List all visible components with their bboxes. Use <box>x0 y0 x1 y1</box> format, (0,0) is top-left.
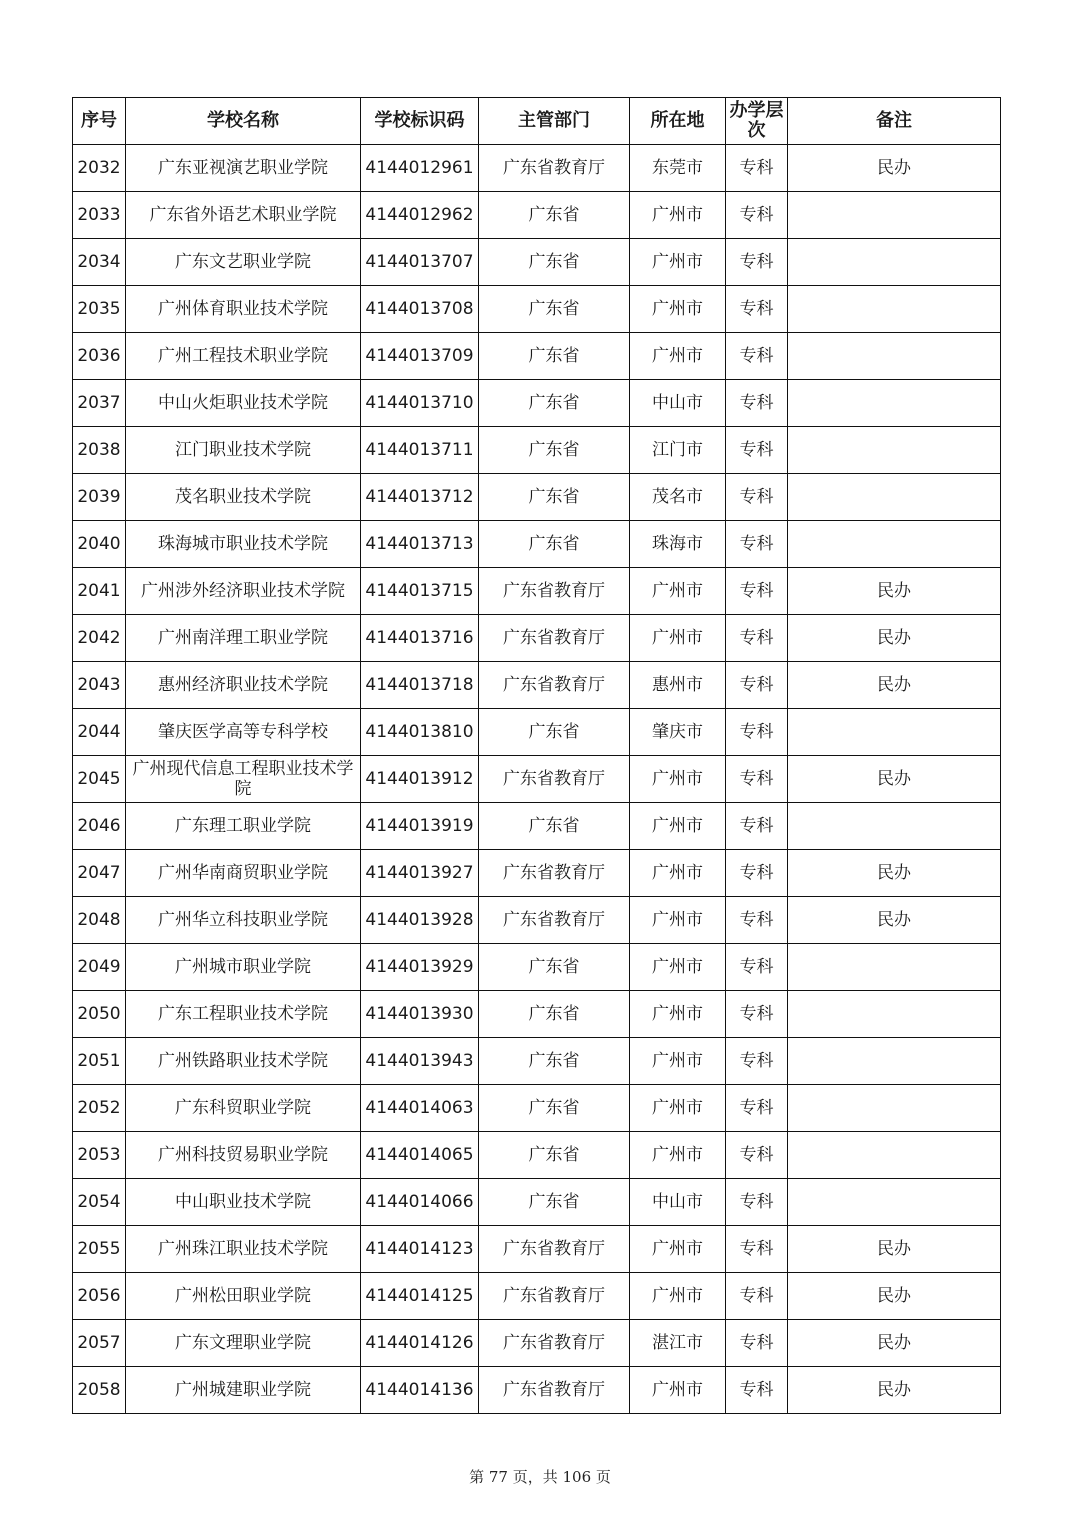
cell-location: 广州市 <box>630 897 726 944</box>
cell-notes <box>788 1132 1001 1179</box>
cell-school-name: 肇庆医学高等专科学校 <box>126 709 361 756</box>
cell-location: 广州市 <box>630 944 726 991</box>
cell-level: 专科 <box>726 991 788 1038</box>
cell-level: 专科 <box>726 897 788 944</box>
cell-department: 广东省教育厅 <box>479 1367 630 1414</box>
cell-school-code: 4144013709 <box>361 333 479 380</box>
cell-location: 广州市 <box>630 615 726 662</box>
cell-school-code: 4144013928 <box>361 897 479 944</box>
cell-department: 广东省教育厅 <box>479 1226 630 1273</box>
cell-index: 2048 <box>73 897 126 944</box>
cell-school-code: 4144013710 <box>361 380 479 427</box>
cell-school-code: 4144013716 <box>361 615 479 662</box>
cell-notes <box>788 1038 1001 1085</box>
cell-location: 广州市 <box>630 1367 726 1414</box>
cell-level: 专科 <box>726 474 788 521</box>
cell-index: 2052 <box>73 1085 126 1132</box>
cell-school-name: 广州城市职业学院 <box>126 944 361 991</box>
cell-school-code: 4144013713 <box>361 521 479 568</box>
cell-notes <box>788 521 1001 568</box>
cell-index: 2055 <box>73 1226 126 1273</box>
table-row <box>73 286 1001 333</box>
table-row <box>73 1320 1001 1367</box>
cell-notes <box>788 239 1001 286</box>
cell-school-name: 茂名职业技术学院 <box>126 474 361 521</box>
cell-index: 2057 <box>73 1320 126 1367</box>
cell-school-code: 4144013912 <box>361 756 479 803</box>
cell-notes: 民办 <box>788 1226 1001 1273</box>
cell-level: 专科 <box>726 1038 788 1085</box>
cell-school-name: 广州现代信息工程职业技术学院 <box>126 756 361 803</box>
cell-department: 广东省 <box>479 1132 630 1179</box>
cell-department: 广东省教育厅 <box>479 662 630 709</box>
cell-location: 广州市 <box>630 991 726 1038</box>
cell-index: 2058 <box>73 1367 126 1414</box>
table-row <box>73 1367 1001 1414</box>
cell-notes: 民办 <box>788 568 1001 615</box>
cell-school-name: 广州城建职业学院 <box>126 1367 361 1414</box>
cell-level: 专科 <box>726 1273 788 1320</box>
table-row <box>73 709 1001 756</box>
cell-level: 专科 <box>726 380 788 427</box>
cell-notes <box>788 991 1001 1038</box>
cell-notes: 民办 <box>788 662 1001 709</box>
cell-school-name: 惠州经济职业技术学院 <box>126 662 361 709</box>
cell-level: 专科 <box>726 568 788 615</box>
cell-school-name: 广州华南商贸职业学院 <box>126 850 361 897</box>
cell-location: 广州市 <box>630 333 726 380</box>
header-index: 序号 <box>73 98 126 145</box>
cell-school-code: 4144013711 <box>361 427 479 474</box>
cell-school-code: 4144014063 <box>361 1085 479 1132</box>
cell-school-code: 4144014065 <box>361 1132 479 1179</box>
cell-school-code: 4144014125 <box>361 1273 479 1320</box>
cell-school-name: 广州南洋理工职业学院 <box>126 615 361 662</box>
cell-index: 2032 <box>73 145 126 192</box>
cell-location: 广州市 <box>630 803 726 850</box>
cell-index: 2045 <box>73 756 126 803</box>
cell-school-code: 4144013708 <box>361 286 479 333</box>
cell-school-name: 广州科技贸易职业学院 <box>126 1132 361 1179</box>
cell-index: 2033 <box>73 192 126 239</box>
cell-notes: 民办 <box>788 897 1001 944</box>
cell-school-name: 江门职业技术学院 <box>126 427 361 474</box>
cell-level: 专科 <box>726 1179 788 1226</box>
cell-notes <box>788 1179 1001 1226</box>
cell-school-name: 广东省外语艺术职业学院 <box>126 192 361 239</box>
cell-notes: 民办 <box>788 1367 1001 1414</box>
cell-index: 2049 <box>73 944 126 991</box>
cell-school-code: 4144013810 <box>361 709 479 756</box>
cell-level: 专科 <box>726 192 788 239</box>
cell-notes <box>788 474 1001 521</box>
cell-level: 专科 <box>726 333 788 380</box>
cell-department: 广东省 <box>479 380 630 427</box>
cell-index: 2047 <box>73 850 126 897</box>
cell-school-code: 4144013919 <box>361 803 479 850</box>
cell-location: 广州市 <box>630 1038 726 1085</box>
cell-school-name: 广州华立科技职业学院 <box>126 897 361 944</box>
cell-location: 广州市 <box>630 850 726 897</box>
cell-notes: 民办 <box>788 615 1001 662</box>
cell-school-code: 4144014126 <box>361 1320 479 1367</box>
header-school-code: 学校标识码 <box>361 98 479 145</box>
cell-department: 广东省 <box>479 239 630 286</box>
cell-location: 东莞市 <box>630 145 726 192</box>
table-row <box>73 897 1001 944</box>
table-row <box>73 803 1001 850</box>
school-list-table <box>72 97 1001 1414</box>
cell-notes <box>788 1085 1001 1132</box>
cell-school-code: 4144014066 <box>361 1179 479 1226</box>
cell-location: 肇庆市 <box>630 709 726 756</box>
table-row <box>73 192 1001 239</box>
cell-notes: 民办 <box>788 145 1001 192</box>
cell-department: 广东省教育厅 <box>479 850 630 897</box>
table-row <box>73 662 1001 709</box>
cell-index: 2046 <box>73 803 126 850</box>
cell-school-code: 4144013712 <box>361 474 479 521</box>
cell-notes: 民办 <box>788 1273 1001 1320</box>
cell-department: 广东省教育厅 <box>479 756 630 803</box>
cell-school-name: 广州铁路职业技术学院 <box>126 1038 361 1085</box>
cell-school-code: 4144013715 <box>361 568 479 615</box>
cell-index: 2036 <box>73 333 126 380</box>
cell-department: 广东省教育厅 <box>479 897 630 944</box>
cell-location: 广州市 <box>630 1085 726 1132</box>
cell-index: 2038 <box>73 427 126 474</box>
cell-department: 广东省教育厅 <box>479 145 630 192</box>
cell-department: 广东省教育厅 <box>479 615 630 662</box>
table-row <box>73 333 1001 380</box>
cell-location: 广州市 <box>630 1273 726 1320</box>
cell-location: 中山市 <box>630 380 726 427</box>
cell-level: 专科 <box>726 427 788 474</box>
cell-level: 专科 <box>726 1085 788 1132</box>
table-row <box>73 615 1001 662</box>
cell-department: 广东省教育厅 <box>479 1320 630 1367</box>
table-row <box>73 1085 1001 1132</box>
cell-school-name: 中山火炬职业技术学院 <box>126 380 361 427</box>
cell-level: 专科 <box>726 803 788 850</box>
header-department: 主管部门 <box>479 98 630 145</box>
table-row <box>73 521 1001 568</box>
table-row <box>73 1132 1001 1179</box>
cell-level: 专科 <box>726 239 788 286</box>
table-row <box>73 944 1001 991</box>
table-row <box>73 850 1001 897</box>
cell-school-code: 4144014136 <box>361 1367 479 1414</box>
cell-location: 江门市 <box>630 427 726 474</box>
cell-school-code: 4144013930 <box>361 991 479 1038</box>
cell-notes <box>788 333 1001 380</box>
cell-notes <box>788 192 1001 239</box>
cell-notes <box>788 803 1001 850</box>
cell-school-name: 广东文艺职业学院 <box>126 239 361 286</box>
header-location: 所在地 <box>630 98 726 145</box>
cell-index: 2035 <box>73 286 126 333</box>
cell-school-name: 广州松田职业学院 <box>126 1273 361 1320</box>
cell-school-name: 广州工程技术职业学院 <box>126 333 361 380</box>
cell-department: 广东省 <box>479 474 630 521</box>
cell-school-name: 广东工程职业技术学院 <box>126 991 361 1038</box>
cell-school-name: 广东科贸职业学院 <box>126 1085 361 1132</box>
cell-level: 专科 <box>726 850 788 897</box>
cell-location: 湛江市 <box>630 1320 726 1367</box>
cell-department: 广东省 <box>479 427 630 474</box>
cell-department: 广东省 <box>479 1179 630 1226</box>
cell-school-name: 广东文理职业学院 <box>126 1320 361 1367</box>
table-row <box>73 1226 1001 1273</box>
cell-school-name: 广东理工职业学院 <box>126 803 361 850</box>
cell-level: 专科 <box>726 662 788 709</box>
cell-department: 广东省 <box>479 192 630 239</box>
cell-index: 2042 <box>73 615 126 662</box>
cell-school-code: 4144013927 <box>361 850 479 897</box>
cell-department: 广东省教育厅 <box>479 1273 630 1320</box>
cell-department: 广东省 <box>479 991 630 1038</box>
table-row <box>73 239 1001 286</box>
cell-location: 广州市 <box>630 192 726 239</box>
cell-department: 广东省 <box>479 521 630 568</box>
cell-index: 2041 <box>73 568 126 615</box>
table-header-row <box>73 98 1001 145</box>
cell-level: 专科 <box>726 944 788 991</box>
cell-index: 2040 <box>73 521 126 568</box>
cell-department: 广东省 <box>479 1085 630 1132</box>
cell-notes <box>788 944 1001 991</box>
cell-school-code: 4144013707 <box>361 239 479 286</box>
cell-notes <box>788 427 1001 474</box>
cell-location: 广州市 <box>630 756 726 803</box>
cell-level: 专科 <box>726 1367 788 1414</box>
cell-notes <box>788 286 1001 333</box>
cell-index: 2037 <box>73 380 126 427</box>
cell-index: 2056 <box>73 1273 126 1320</box>
table-row <box>73 1179 1001 1226</box>
cell-school-code: 4144014123 <box>361 1226 479 1273</box>
cell-level: 专科 <box>726 286 788 333</box>
header-notes: 备注 <box>788 98 1001 145</box>
cell-level: 专科 <box>726 521 788 568</box>
cell-level: 专科 <box>726 1132 788 1179</box>
cell-notes: 民办 <box>788 756 1001 803</box>
cell-department: 广东省 <box>479 944 630 991</box>
cell-index: 2044 <box>73 709 126 756</box>
cell-index: 2053 <box>73 1132 126 1179</box>
cell-notes <box>788 709 1001 756</box>
header-school-name: 学校名称 <box>126 98 361 145</box>
cell-level: 专科 <box>726 709 788 756</box>
header-level: 办学层次 <box>726 98 788 145</box>
cell-level: 专科 <box>726 145 788 192</box>
cell-school-code: 4144013718 <box>361 662 479 709</box>
cell-index: 2034 <box>73 239 126 286</box>
cell-school-name: 中山职业技术学院 <box>126 1179 361 1226</box>
table-body <box>73 145 1001 1414</box>
table-row <box>73 1038 1001 1085</box>
page-footer: 第 77 页，共 106 页 <box>469 1468 611 1486</box>
cell-index: 2050 <box>73 991 126 1038</box>
cell-school-name: 广州珠江职业技术学院 <box>126 1226 361 1273</box>
cell-school-name: 广州体育职业技术学院 <box>126 286 361 333</box>
cell-notes: 民办 <box>788 850 1001 897</box>
cell-location: 广州市 <box>630 239 726 286</box>
cell-location: 广州市 <box>630 1226 726 1273</box>
cell-location: 中山市 <box>630 1179 726 1226</box>
cell-index: 2043 <box>73 662 126 709</box>
cell-location: 广州市 <box>630 568 726 615</box>
cell-department: 广东省教育厅 <box>479 568 630 615</box>
cell-notes: 民办 <box>788 1320 1001 1367</box>
cell-notes <box>788 380 1001 427</box>
cell-department: 广东省 <box>479 333 630 380</box>
cell-school-code: 4144012962 <box>361 192 479 239</box>
table-row <box>73 1273 1001 1320</box>
cell-level: 专科 <box>726 756 788 803</box>
cell-department: 广东省 <box>479 709 630 756</box>
cell-school-name: 珠海城市职业技术学院 <box>126 521 361 568</box>
cell-location: 惠州市 <box>630 662 726 709</box>
cell-index: 2039 <box>73 474 126 521</box>
cell-school-name: 广州涉外经济职业技术学院 <box>126 568 361 615</box>
table-row <box>73 145 1001 192</box>
cell-location: 广州市 <box>630 286 726 333</box>
cell-school-code: 4144013943 <box>361 1038 479 1085</box>
cell-level: 专科 <box>726 615 788 662</box>
cell-level: 专科 <box>726 1320 788 1367</box>
table-row <box>73 474 1001 521</box>
cell-location: 珠海市 <box>630 521 726 568</box>
table-row <box>73 991 1001 1038</box>
cell-level: 专科 <box>726 1226 788 1273</box>
cell-index: 2054 <box>73 1179 126 1226</box>
table-row <box>73 427 1001 474</box>
cell-department: 广东省 <box>479 286 630 333</box>
cell-index: 2051 <box>73 1038 126 1085</box>
table-row <box>73 380 1001 427</box>
cell-school-code: 4144012961 <box>361 145 479 192</box>
cell-department: 广东省 <box>479 803 630 850</box>
table-row <box>73 568 1001 615</box>
cell-school-code: 4144013929 <box>361 944 479 991</box>
cell-school-name: 广东亚视演艺职业学院 <box>126 145 361 192</box>
cell-location: 广州市 <box>630 1132 726 1179</box>
table-row <box>73 756 1001 803</box>
cell-location: 茂名市 <box>630 474 726 521</box>
cell-department: 广东省 <box>479 1038 630 1085</box>
